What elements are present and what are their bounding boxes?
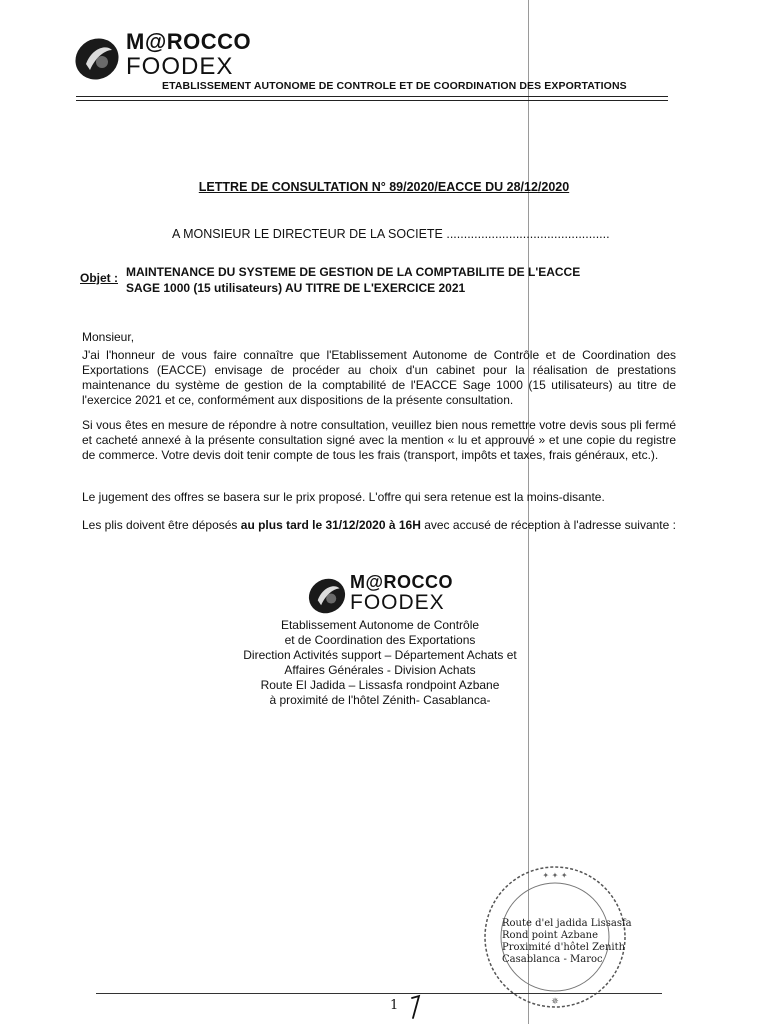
paragraph-deadline (82, 518, 676, 533)
letter-title: LETTRE DE CONSULTATION N° 89/2020/EACCE DU 28/12/2020 (198, 180, 570, 194)
footer-divider (96, 993, 662, 994)
recipient-line: A MONSIEUR LE DIRECTEUR DE LA SOCIETE ............................................... (172, 227, 610, 241)
address-line: Direction Activités support – Département Achats et (243, 648, 517, 662)
address-line: Affaires Générales - Division Achats (284, 663, 476, 677)
handwritten-initial-icon (404, 994, 424, 1020)
deadline-text-before: Les plis doivent être déposés (82, 518, 241, 532)
paragraph-evaluation: Le jugement des offres se basera sur le prix proposé. L'offre qui sera retenue est la moins-disante. (82, 490, 605, 504)
stamp-line: Casablanca - Maroc (502, 954, 603, 965)
stamp-line: Proximité d'hôtel Zenith (502, 942, 626, 953)
logo-bottom-text: FOODEX (126, 53, 234, 80)
address-line: à proximité de l'hôtel Zénith- Casablanca- (269, 693, 491, 707)
address-logo-top-text: M@ROCCO (350, 572, 454, 592)
morocco-foodex-emblem-icon (306, 575, 348, 617)
delivery-address (200, 618, 560, 708)
svg-text:✦ ✦ ✦: ✦ ✦ ✦ (542, 871, 568, 880)
header-divider (76, 96, 668, 101)
address-line: et de Coordination des Exportations (284, 633, 476, 647)
svg-text:✵: ✵ (551, 997, 559, 1007)
stamp-text (502, 918, 632, 966)
address-line: Etablissement Autonome de Contrôle (280, 618, 480, 632)
deadline-date: au plus tard le 31/12/2020 à 16H (240, 518, 421, 532)
subject-line-1: MAINTENANCE DU SYSTEME DE GESTION DE LA COMPTABILITE DE L'EACCE (126, 265, 581, 279)
address-logo-bottom-text: FOODEX (350, 591, 445, 614)
address-line: Route El Jadida – Lissasfa rondpoint Azbane (260, 678, 500, 692)
paragraph-submission: Si vous êtes en mesure de répondre à notre consultation, veuillez bien nous remettre votre devis sous pli fermé et cacheté annexé à la présente consultation signé avec la mention « lu et approuvé » et une copie du registre de commerce. Votre devis doit tenir compte de tous les frais (transport, impôts et taxes, frais généraux, etc.). (82, 418, 676, 462)
subject-label: Objet : (80, 271, 118, 285)
subject-line-2: SAGE 1000 (15 utilisateurs) AU TITRE DE L'EXERCICE 2021 (126, 281, 466, 295)
logo-top-text: M@ROCCO (126, 29, 252, 54)
stamp-line: Rond point Azbane (502, 930, 599, 941)
page-number: 1 (390, 998, 399, 1013)
morocco-foodex-emblem-icon (72, 34, 122, 84)
stamp-line: Route d'el jadida Lissasfa (502, 918, 632, 929)
paragraph-intro: J'ai l'honneur de vous faire connaître que l'Etablissement Autonome de Contrôle et de Coordination des Exportations (EACCE) envisage de procéder au choix d'un cabinet pour la réalisation de prestations maintenance du système de gestion de la comptabilité de l'EACCE Sage 1000 (15 utilisateurs) au titre de l'exercice 2021 et ce, conformément aux dispositions de la présente consultation. (82, 348, 676, 407)
deadline-text-after: avec accusé de réception à l'adresse suivante : (420, 518, 676, 532)
header-subtitle: ETABLISSEMENT AUTONOME DE CONTROLE ET DE COORDINATION DES EXPORTATIONS (162, 80, 627, 92)
salutation: Monsieur, (82, 330, 135, 344)
